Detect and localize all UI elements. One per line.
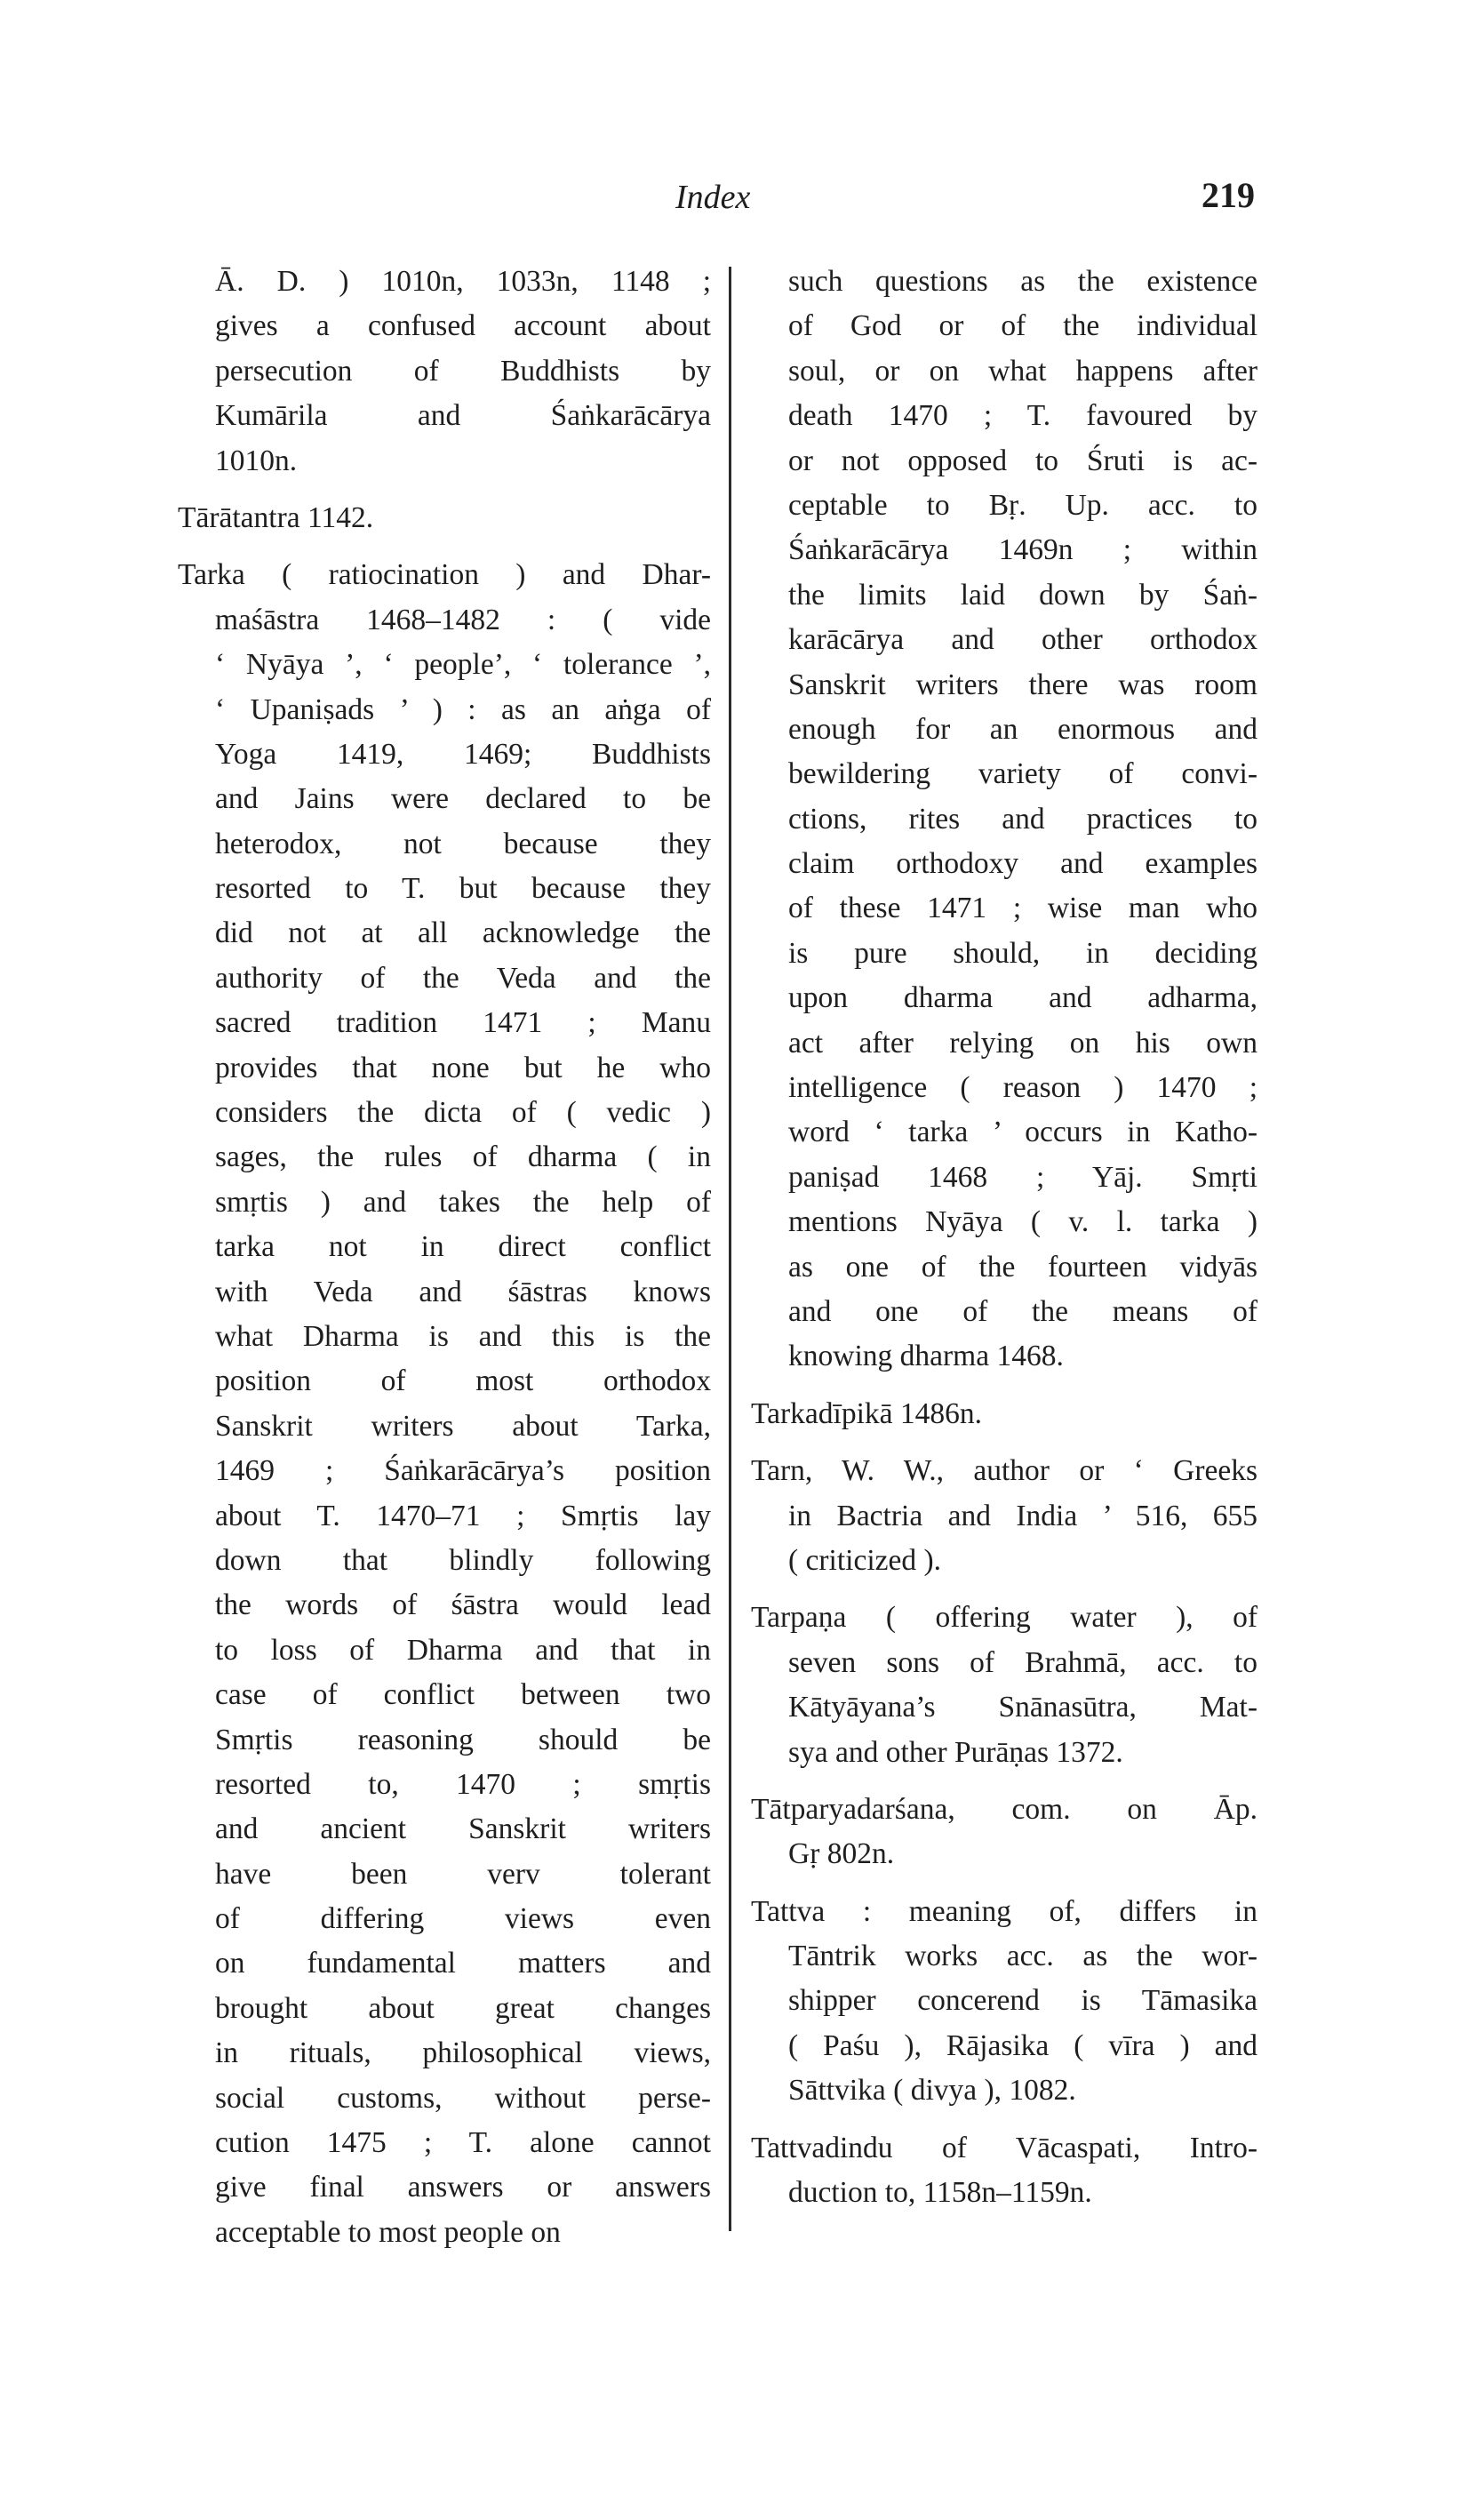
index-line: in rituals, philosophical views,: [215, 2036, 711, 2070]
index-line: tarka not in direct conflict: [215, 1230, 711, 1264]
index-line: ceptable to Bṛ. Up. acc. to: [788, 488, 1257, 522]
index-line: Tarkadīpikā 1486n.: [751, 1396, 983, 1430]
index-line: what Dharma is and this is the: [215, 1319, 711, 1353]
index-line: Kumārila and Śaṅkarācārya: [215, 399, 711, 433]
index-line: of differing views even: [215, 1902, 711, 1936]
index-entry: [178, 260, 711, 484]
index-line: karācārya and other orthodox: [788, 623, 1257, 657]
index-line: about T. 1470–71 ; Smṛtis lay: [215, 1499, 711, 1532]
index-line: knowing dharma 1468.: [788, 1340, 1064, 1373]
page-number: 219: [1202, 175, 1255, 215]
index-line: with Veda and śāstras knows: [215, 1275, 711, 1308]
index-line: upon dharma and adharma,: [788, 981, 1257, 1015]
index-line: of these 1471 ; wise man who: [788, 892, 1257, 925]
right-column: [751, 260, 1257, 2228]
index-line: claim orthodoxy and examples: [788, 847, 1257, 881]
index-line: intelligence ( reason ) 1470 ;: [788, 1071, 1257, 1105]
index-line: soul, or on what happens after: [788, 354, 1257, 388]
index-line: shipper concerend is Tāmasika: [788, 1984, 1257, 2018]
index-line: seven sons of Brahmā, acc. to: [788, 1645, 1257, 1679]
index-line: paniṣad 1468 ; Yāj. Smṛti: [788, 1160, 1257, 1194]
index-line: case of conflict between two: [215, 1678, 711, 1712]
index-line: persecution of Buddhists by: [215, 354, 711, 388]
index-line: 1010n.: [215, 444, 298, 477]
index-line: position of most orthodox: [215, 1364, 711, 1398]
index-line: Tāntrik works acc. as the wor-: [788, 1940, 1257, 1973]
index-line: give final answers or answers: [215, 2171, 711, 2204]
index-line: sacred tradition 1471 ; Manu: [215, 1006, 711, 1040]
running-title: Index: [675, 179, 751, 216]
index-line: and Jains were declared to be: [215, 782, 711, 816]
index-entry: [751, 260, 1257, 1380]
index-line: brought about great changes: [215, 1991, 711, 2025]
index-line: 1469 ; Śaṅkarācārya’s position: [215, 1454, 711, 1488]
index-entry: [178, 496, 711, 540]
index-line: and one of the means of: [788, 1294, 1257, 1328]
index-line: Sāttvika ( divya ), 1082.: [788, 2074, 1076, 2108]
index-entry: [751, 1596, 1257, 1775]
index-line: ( Paśu ), Rājasika ( vīra ) and: [788, 2028, 1257, 2062]
index-line: on fundamental matters and: [215, 1947, 711, 1980]
index-line: have been verv tolerant: [215, 1857, 711, 1891]
index-line: of God or of the individual: [788, 309, 1257, 343]
index-line: the words of śāstra would lead: [215, 1588, 711, 1622]
index-line: enough for an enormous and: [788, 712, 1257, 746]
index-line: Yoga 1419, 1469; Buddhists: [215, 737, 711, 771]
index-line: Tātparyadarśana, com. on Āp.: [751, 1792, 1257, 1826]
index-line: resorted to, 1470 ; smṛtis: [215, 1767, 711, 1801]
index-line: considers the dicta of ( vedic ): [215, 1096, 711, 1130]
index-line: resorted to T. but because they: [215, 872, 711, 906]
index-line: sages, the rules of dharma ( in: [215, 1140, 711, 1174]
index-entry: [751, 1392, 1257, 1436]
index-line: Tārātantra 1142.: [178, 500, 374, 534]
index-entry: [751, 1788, 1257, 1877]
index-line: Sanskrit writers there was room: [788, 668, 1257, 701]
index-line: cution 1475 ; T. alone cannot: [215, 2126, 711, 2160]
index-line: or not opposed to Śruti is ac-: [788, 444, 1257, 477]
index-line: act after relying on his own: [788, 1026, 1257, 1060]
index-line: Tarka ( ratiocination ) and Dhar-: [178, 558, 711, 592]
index-line: word ‘ tarka ’ occurs in Katho-: [788, 1116, 1257, 1149]
index-line: maśāstra 1468–1482 : ( vide: [215, 603, 711, 636]
index-line: down that blindly following: [215, 1543, 711, 1577]
index-line: gives a confused account about: [215, 309, 711, 343]
index-line: Sanskrit writers about Tarka,: [215, 1409, 711, 1443]
index-line: Smṛtis reasoning should be: [215, 1723, 711, 1756]
index-entry: [178, 553, 711, 2255]
index-line: Śaṅkarācārya 1469n ; within: [788, 533, 1257, 567]
index-line: ‘ Upaniṣads ’ ) : as an aṅga of: [215, 692, 711, 726]
index-line: social customs, without perse-: [215, 2081, 711, 2115]
index-line: ‘ Nyāya ’, ‘ people’, ‘ tolerance ’,: [215, 648, 711, 682]
index-line: Tattva : meaning of, differs in: [751, 1894, 1257, 1928]
index-line: is pure should, in deciding: [788, 936, 1257, 970]
index-line: acceptable to most people on: [215, 2215, 561, 2249]
index-line: and ancient Sanskrit writers: [215, 1812, 711, 1846]
index-line: bewildering variety of convi-: [788, 757, 1257, 791]
index-line: Tarn, W. W., author or ‘ Greeks: [751, 1454, 1257, 1488]
column-divider: [729, 267, 731, 2231]
index-line: did not at all acknowledge the: [215, 916, 711, 950]
index-line: smṛtis ) and takes the help of: [215, 1185, 711, 1219]
index-line: Gṛ 802n.: [788, 1837, 895, 1871]
index-line: mentions Nyāya ( v. l. tarka ): [788, 1205, 1257, 1239]
index-line: to loss of Dharma and that in: [215, 1633, 711, 1667]
index-line: Tattvadindu of Vācaspati, Intro-: [751, 2131, 1257, 2164]
left-column: [178, 260, 711, 2268]
index-entry: [751, 2126, 1257, 2216]
index-line: ctions, rites and practices to: [788, 802, 1257, 836]
index-line: heterodox, not because they: [215, 827, 711, 860]
index-entry: [751, 1449, 1257, 1583]
index-line: sya and other Purāṇas 1372.: [788, 1735, 1123, 1769]
index-line: provides that none but he who: [215, 1051, 711, 1084]
index-line: the limits laid down by Śaṅ-: [788, 578, 1257, 612]
page-header: [0, 171, 1469, 224]
index-line: death 1470 ; T. favoured by: [788, 399, 1257, 433]
index-line: ( criticized ).: [788, 1543, 942, 1577]
index-entry: [751, 1890, 1257, 2114]
index-line: as one of the fourteen vidyās: [788, 1250, 1257, 1284]
index-line: duction to, 1158n–1159n.: [788, 2176, 1092, 2210]
index-line: such questions as the existence: [788, 265, 1257, 298]
index-line: Tarpaṇa ( offering water ), of: [751, 1601, 1257, 1635]
index-line: Ā. D. ) 1010n, 1033n, 1148 ;: [215, 265, 711, 298]
index-line: Kātyāyana’s Snānasūtra, Mat-: [788, 1691, 1257, 1724]
index-line: in Bactria and India ’ 516, 655: [788, 1499, 1257, 1532]
index-line: authority of the Veda and the: [215, 961, 711, 995]
